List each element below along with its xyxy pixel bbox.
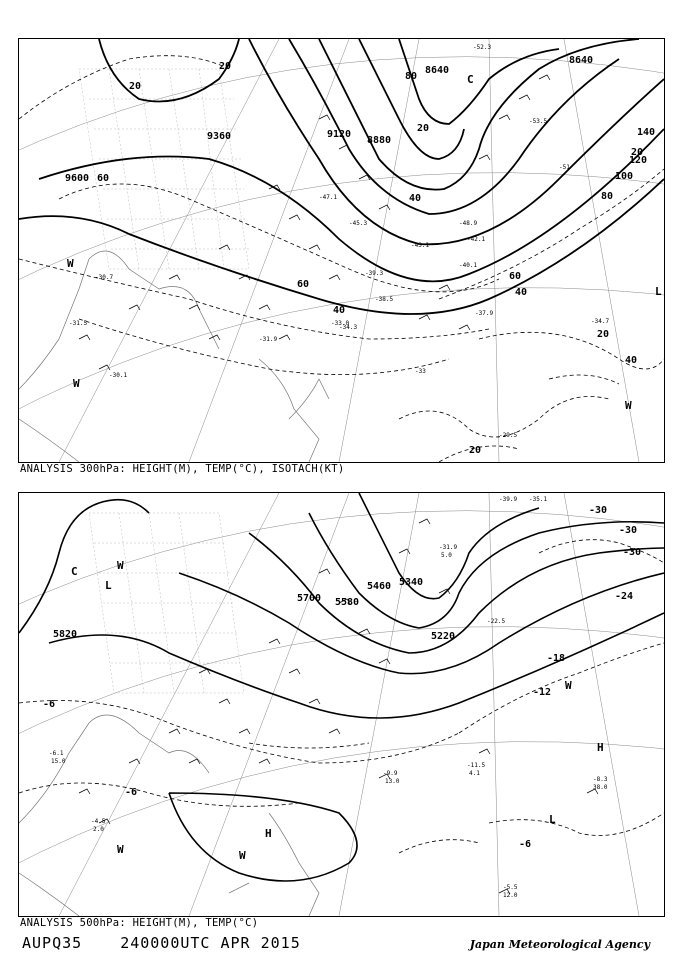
height-label: 5580: [335, 597, 360, 608]
isotach-contours: [19, 56, 664, 462]
symbol-c: C: [467, 73, 474, 86]
height-label: 8640: [569, 55, 594, 66]
point-label: 15.0: [51, 758, 66, 765]
point-label: -8.3: [593, 776, 608, 783]
temp-label: -30.7: [95, 274, 114, 281]
height-label: 5220: [431, 631, 456, 642]
isotach-label: 60: [509, 271, 522, 282]
isotach-label: 20: [469, 445, 482, 456]
point-label: -6.1: [49, 750, 64, 757]
temp-label: -31.5: [69, 320, 88, 327]
symbol-h: H: [265, 827, 272, 840]
top-panel-caption: ANALYSIS 300hPa: HEIGHT(M), TEMP(°C), ISOTACH(KT): [20, 463, 345, 475]
height-label: 5700: [297, 593, 322, 604]
symbol-w: W: [67, 257, 74, 270]
isotach-label: 40: [333, 305, 346, 316]
temp-label: -38.5: [375, 296, 394, 303]
map-500hpa-canvas: [19, 493, 664, 916]
temp-label: -34.3: [339, 324, 358, 331]
isotach-label: 20: [129, 81, 142, 92]
grid-hatch: [89, 513, 244, 693]
isotherm-label: -6: [125, 787, 138, 798]
isotach-label: 60: [97, 173, 110, 184]
symbol-h: H: [597, 741, 604, 754]
height-label: 5460: [367, 581, 392, 592]
height-label: 8880: [367, 135, 392, 146]
isotherm-label: -12: [533, 687, 552, 698]
wind-barbs: [79, 75, 550, 370]
isotach-label: 40: [409, 193, 422, 204]
symbol-l: L: [549, 813, 556, 826]
temp-label: -37.9: [475, 310, 494, 317]
isotach-label: 120: [629, 155, 648, 166]
map-500hpa: [18, 492, 665, 917]
isotach-label: 80: [601, 191, 614, 202]
point-label: 5.0: [441, 552, 452, 559]
graticule: [19, 39, 664, 462]
symbol-w: W: [239, 849, 246, 862]
point-label: 38.0: [593, 784, 608, 791]
point-label: -39.9: [499, 496, 518, 503]
map-300hpa: [18, 38, 665, 463]
point-label: 12.0: [503, 892, 518, 899]
temp-label: -48.9: [459, 220, 478, 227]
point-label: -4.5: [91, 818, 106, 825]
temp-label: -47.1: [319, 194, 338, 201]
symbol-c: C: [71, 565, 78, 578]
isotherm-label: -6: [43, 699, 56, 710]
height-label: 8640: [425, 65, 450, 76]
height-label: 9600: [65, 173, 90, 184]
temp-label: -34.7: [591, 318, 610, 325]
temp-label: -51: [559, 164, 570, 171]
chart-title: AUPQ35: [22, 934, 83, 952]
chart-identifier: [22, 934, 339, 952]
temp-label: -33: [415, 368, 426, 375]
height-label: 9360: [207, 131, 232, 142]
isotherm-label: -30: [589, 505, 608, 516]
isotherm-label: -6: [519, 839, 532, 850]
temp-label: -52.3: [473, 44, 492, 51]
isotach-label: 20: [219, 61, 232, 72]
point-label: -11.5: [467, 762, 486, 769]
temp-label: -53.5: [529, 118, 548, 125]
point-label: 4.1: [469, 770, 480, 777]
graticule: [19, 493, 664, 916]
symbol-w: W: [73, 377, 80, 390]
point-label: -22.5: [487, 618, 506, 625]
isotach-label: 40: [625, 355, 638, 366]
symbol-w: W: [117, 843, 124, 856]
isotherm-label: -30: [623, 547, 642, 558]
point-label: 2.0: [93, 826, 104, 833]
temp-label: -40.1: [459, 262, 478, 269]
isotach-label: 140: [637, 127, 656, 138]
symbol-l: L: [105, 579, 112, 592]
temp-label: -30.1: [109, 372, 128, 379]
symbol-l: L: [655, 285, 662, 298]
bottom-panel-caption: ANALYSIS 500hPa: HEIGHT(M), TEMP(°C): [20, 917, 259, 929]
isotach-label: 60: [297, 279, 310, 290]
isotach-label: 80: [405, 71, 418, 82]
symbol-w: W: [565, 679, 572, 692]
height-label: 9120: [327, 129, 352, 140]
point-label: -31.9: [439, 544, 458, 551]
isotherm-label: -18: [547, 653, 566, 664]
map-300hpa-canvas: [19, 39, 664, 462]
isotach-label: 20: [417, 123, 430, 134]
temp-label: -33.0: [331, 320, 350, 327]
grid-hatch: [79, 69, 249, 269]
wind-barbs: [79, 519, 598, 894]
point-label: -9.9: [383, 770, 398, 777]
isotherm-label: -30: [619, 525, 638, 536]
symbol-w: W: [625, 399, 632, 412]
coastlines: [19, 715, 319, 916]
height-contours: [19, 39, 664, 314]
coastlines: [19, 251, 329, 462]
isotach-label: 20: [597, 329, 610, 340]
isotherm-contours: [19, 540, 664, 853]
isotach-label: 100: [615, 171, 634, 182]
height-label: 5820: [53, 629, 78, 640]
temp-label: -31.9: [259, 336, 278, 343]
temp-label: -29.5: [499, 432, 518, 439]
height-label: 5340: [399, 577, 424, 588]
valid-time: 240000UTC APR 2015: [120, 934, 301, 952]
temp-label: -42.1: [467, 236, 486, 243]
temp-label: -39.3: [365, 270, 384, 277]
isotherm-label: -24: [615, 591, 634, 602]
isotach-label: 40: [515, 287, 528, 298]
symbol-w: W: [117, 559, 124, 572]
point-label: 13.0: [385, 778, 400, 785]
temp-label: -43.1: [411, 242, 430, 249]
point-label: -35.1: [529, 496, 548, 503]
point-label: -5.5: [503, 884, 518, 891]
temp-label: -45.3: [349, 220, 368, 227]
agency-name: Japan Meteorological Agency: [469, 938, 650, 951]
isotach-label: 20: [631, 147, 644, 158]
